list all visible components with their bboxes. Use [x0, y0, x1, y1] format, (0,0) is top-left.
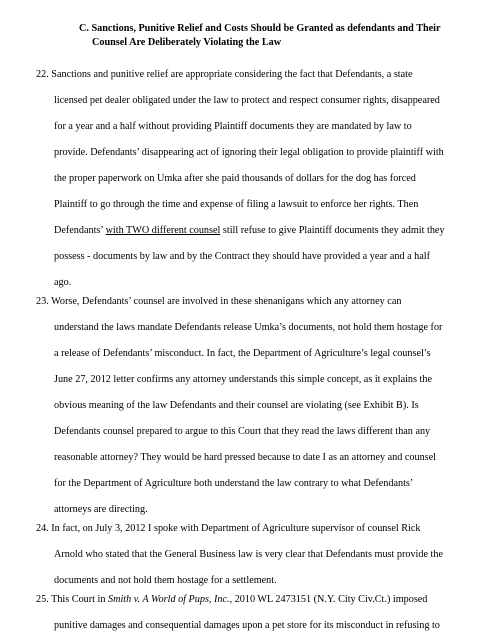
heading-line-1: C. Sanctions, Punitive Relief and Costs Should be Granted as defendants and Their [79, 23, 441, 34]
paragraph-line: Defendants counsel prepared to argue to this Court that they read the laws different than any [54, 426, 431, 437]
paragraph-line: understand the laws mandate Defendants release Umka’s documents, not hold them hostage for [54, 322, 443, 333]
paragraph-line [54, 225, 445, 237]
paragraph-line: possess - documents by law and by the Contract they should have provided a year and a half [54, 251, 430, 262]
paragraph-line: obvious meaning of the law Defendants and their counsel are violating (see Exhibit B). Is [54, 400, 419, 411]
paragraph-line: for the Department of Agriculture both understand the law contrary to what Defendants’ [54, 478, 414, 489]
paragraph-text: This Court in [51, 594, 108, 605]
paragraph-line: for a year and a half without providing Plaintiff documents they are mandated by law to [54, 121, 412, 132]
paragraph-line [36, 296, 401, 308]
paragraph-line: Plaintiff to go through the time and expense of filing a lawsuit to enforce her rights. Then [54, 199, 419, 210]
paragraph-number: 22. [36, 69, 49, 80]
paragraph-line [36, 594, 427, 606]
case-citation: Smith v. A World of Pups, Inc. [108, 594, 230, 605]
paragraph-line: punitive damages and consequential damages upon a pet store for its misconduct in refusing to [54, 620, 440, 631]
paragraph-line: attorneys are directing. [54, 504, 148, 515]
paragraph-text: Defendants’ [54, 225, 106, 236]
heading-line-2: Counsel Are Deliberately Violating the Law [92, 37, 282, 48]
paragraph-number: 23. [36, 296, 49, 307]
paragraph-text: still refuse to give Plaintiff documents they admit they [220, 225, 445, 236]
paragraph-line [36, 69, 413, 81]
paragraph-line: ago. [54, 277, 72, 288]
section-heading [79, 22, 459, 50]
paragraph-line: the proper paperwork on Umka after she paid thousands of dollars for the dog has forced [54, 173, 416, 184]
paragraph-line: provide. Defendants’ disappearing act of ignoring their legal obligation to provide plaintiff with [54, 147, 444, 158]
paragraph-text: Sanctions and punitive relief are appropriate considering the fact that Defendants, a state [51, 69, 413, 80]
paragraph-line: a release of Defendants’ misconduct. In fact, the Department of Agriculture’s legal counsel’s [54, 348, 431, 359]
paragraph-line: June 27, 2012 letter confirms any attorney understands this simple concept, as it explains the [54, 374, 432, 385]
paragraph-text: , 2010 WL 2473151 (N.Y. City Civ.Ct.) imposed [229, 594, 428, 605]
paragraph-line: Arnold who stated that the General Business law is very clear that Defendants must provide the [54, 549, 444, 560]
paragraph-line: reasonable attorney? They would be hard pressed because to date I as an attorney and counsel [54, 452, 436, 463]
paragraph-text: Worse, Defendants’ counsel are involved in these shenanigans which any attorney can [51, 296, 402, 307]
underlined-text: with TWO different counsel [105, 225, 221, 236]
paragraph-number: 25. [36, 594, 49, 605]
paragraph-line: licensed pet dealer obligated under the law to protect and respect consumer rights, disappeared [54, 95, 440, 106]
paragraph-line: documents and not hold them hostage for a settlement. [54, 575, 277, 586]
paragraph-number: 24. [36, 523, 49, 534]
paragraph-line [36, 523, 421, 535]
paragraph-text: In fact, on July 3, 2012 I spoke with Department of Agriculture supervisor of counsel Rick [51, 523, 421, 534]
